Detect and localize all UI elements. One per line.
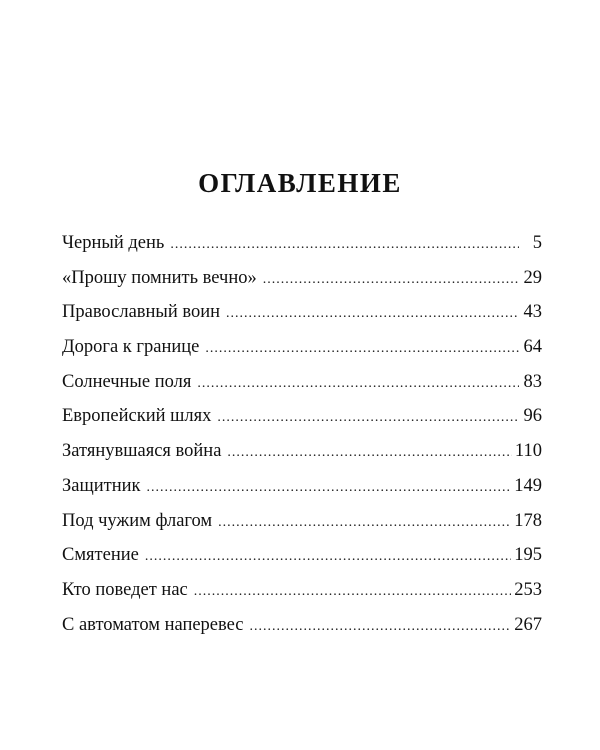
table-of-contents (62, 230, 542, 646)
dot-leader (217, 405, 519, 431)
dot-leader (263, 267, 519, 293)
toc-entry-title: Православный воин (62, 302, 221, 323)
toc-entry (62, 369, 542, 404)
toc-entry-title: «Прошу помнить вечно» (62, 267, 257, 288)
toc-entry (62, 299, 542, 334)
toc-entry-title: Европейский шлях (62, 406, 212, 427)
dot-leader (205, 336, 519, 362)
dot-leader (170, 232, 519, 258)
dot-leader (147, 475, 512, 501)
toc-entry (62, 265, 542, 300)
toc-entry-title: Солнечные поля (62, 371, 192, 392)
page-title: ОГЛАВЛЕНИЕ (198, 168, 402, 198)
toc-entry (62, 438, 542, 473)
toc-entry-page: 43 (523, 302, 542, 323)
toc-entry-title: Под чужим флагом (62, 510, 213, 531)
dot-leader (218, 510, 511, 536)
toc-entry-page: 96 (523, 406, 542, 427)
toc-entry-page: 5 (532, 233, 542, 253)
toc-entry (62, 577, 542, 612)
toc-entry (62, 403, 542, 438)
toc-entry-title: Кто поведет нас (62, 579, 188, 600)
toc-entry-page: 110 (514, 441, 542, 462)
toc-entry (62, 508, 542, 543)
dot-leader (194, 579, 511, 605)
toc-entry-page: 83 (523, 371, 542, 392)
dot-leader (145, 544, 511, 570)
toc-entry (62, 542, 542, 577)
toc-entry (62, 612, 542, 647)
toc-entry-page: 253 (514, 579, 542, 600)
dot-leader (197, 371, 519, 397)
toc-entry-title: Затянувшаяся война (62, 441, 222, 462)
toc-entry-title: Смятение (62, 545, 139, 566)
toc-entry-title: Дорога к границе (62, 337, 200, 358)
dot-leader (227, 440, 512, 466)
toc-entry-page: 267 (514, 614, 542, 635)
toc-entry (62, 473, 542, 508)
toc-entry-page: 195 (514, 545, 542, 566)
toc-entry (62, 230, 542, 265)
toc-entry-title: Защитник (62, 475, 141, 496)
toc-entry-title: С автоматом наперевес (62, 614, 244, 635)
toc-entry-page: 29 (523, 267, 542, 288)
toc-entry-page: 178 (514, 510, 542, 531)
toc-entry-page: 64 (523, 337, 542, 358)
dot-leader (250, 614, 512, 640)
toc-entry-title: Черный день (62, 233, 165, 253)
dot-leader (226, 301, 519, 327)
toc-entry-page: 149 (514, 475, 542, 496)
toc-entry (62, 334, 542, 369)
